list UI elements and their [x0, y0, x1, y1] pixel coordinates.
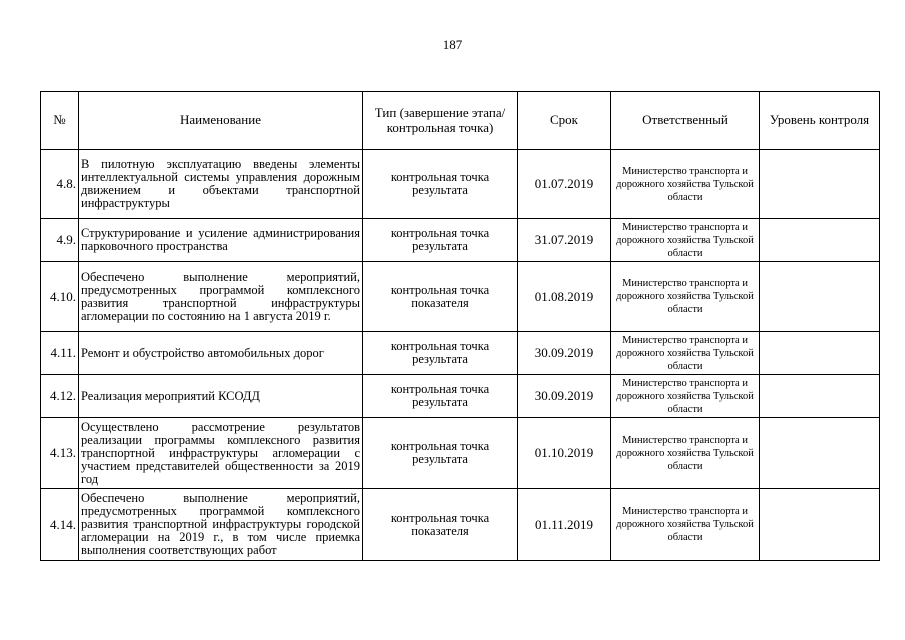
- row-num: 4.9.: [41, 219, 79, 262]
- header-num: №: [41, 92, 79, 150]
- row-type: контрольная точка результата: [363, 418, 518, 489]
- row-date: 01.07.2019: [518, 150, 611, 219]
- page-number: 187: [442, 37, 463, 52]
- row-control: [760, 150, 880, 219]
- row-control: [760, 219, 880, 262]
- row-responsible: Министерство транспорта и дорожного хозяйства Тульской области: [611, 375, 760, 418]
- table-row: [41, 262, 880, 332]
- row-date: 30.09.2019: [518, 332, 611, 375]
- row-date: 01.10.2019: [518, 418, 611, 489]
- row-control: [760, 375, 880, 418]
- row-name: Реализация мероприятий КСОДД: [79, 375, 363, 418]
- row-type: контрольная точка показателя: [363, 262, 518, 332]
- row-control: [760, 332, 880, 375]
- table-row: [41, 418, 880, 489]
- row-control: [760, 262, 880, 332]
- row-responsible: Министерство транспорта и дорожного хозяйства Тульской области: [611, 489, 760, 561]
- row-name: Ремонт и обустройство автомобильных дорог: [79, 332, 363, 375]
- row-name: Обеспечено выполнение мероприятий, предусмотренных программой комплексного развития транспортной инфраструктуры городской агломерации на 2019 г., в том числе приемка выполнения соответствующих работ: [79, 489, 363, 561]
- table-row: [41, 150, 880, 219]
- header-name: Наименование: [79, 92, 363, 150]
- table-row: [41, 332, 880, 375]
- table-row: [41, 489, 880, 561]
- table-header-row: [41, 92, 880, 150]
- row-responsible: Министерство транспорта и дорожного хозяйства Тульской области: [611, 418, 760, 489]
- row-responsible: Министерство транспорта и дорожного хозяйства Тульской области: [611, 262, 760, 332]
- row-type: контрольная точка показателя: [363, 489, 518, 561]
- row-num: 4.12.: [41, 375, 79, 418]
- row-name: Осуществлено рассмотрение результатов реализации программы комплексного развития транспортной инфраструктуры агломерации с участием представителей общественности за 2019 год: [79, 418, 363, 489]
- row-responsible: Министерство транспорта и дорожного хозяйства Тульской области: [611, 332, 760, 375]
- row-control: [760, 418, 880, 489]
- row-name: Обеспечено выполнение мероприятий, предусмотренных программой комплексного развития транспортной инфраструктуры агломерации по состоянию на 1 августа 2019 г.: [79, 262, 363, 332]
- row-date: 31.07.2019: [518, 219, 611, 262]
- row-name: Структурирование и усиление администрирования парковочного пространства: [79, 219, 363, 262]
- row-name: В пилотную эксплуатацию введены элементы интеллектуальной системы управления дорожным движением и объектами транспортной инфраструктуры: [79, 150, 363, 219]
- header-responsible: Ответственный: [611, 92, 760, 150]
- row-type: контрольная точка результата: [363, 219, 518, 262]
- row-type: контрольная точка результата: [363, 375, 518, 418]
- row-responsible: Министерство транспорта и дорожного хозяйства Тульской области: [611, 150, 760, 219]
- row-num: 4.13.: [41, 418, 79, 489]
- row-type: контрольная точка результата: [363, 150, 518, 219]
- row-date: 30.09.2019: [518, 375, 611, 418]
- header-date: Срок: [518, 92, 611, 150]
- row-control: [760, 489, 880, 561]
- table-row: [41, 375, 880, 418]
- row-type: контрольная точка результата: [363, 332, 518, 375]
- header-control: Уровень контроля: [760, 92, 880, 150]
- row-date: 01.08.2019: [518, 262, 611, 332]
- schedule-table: [40, 91, 880, 561]
- row-num: 4.11.: [41, 332, 79, 375]
- row-responsible: Министерство транспорта и дорожного хозяйства Тульской области: [611, 219, 760, 262]
- header-type: Тип (завершение этапа/контрольная точка): [363, 92, 518, 150]
- table-row: [41, 219, 880, 262]
- row-num: 4.8.: [41, 150, 79, 219]
- row-num: 4.14.: [41, 489, 79, 561]
- row-num: 4.10.: [41, 262, 79, 332]
- row-date: 01.11.2019: [518, 489, 611, 561]
